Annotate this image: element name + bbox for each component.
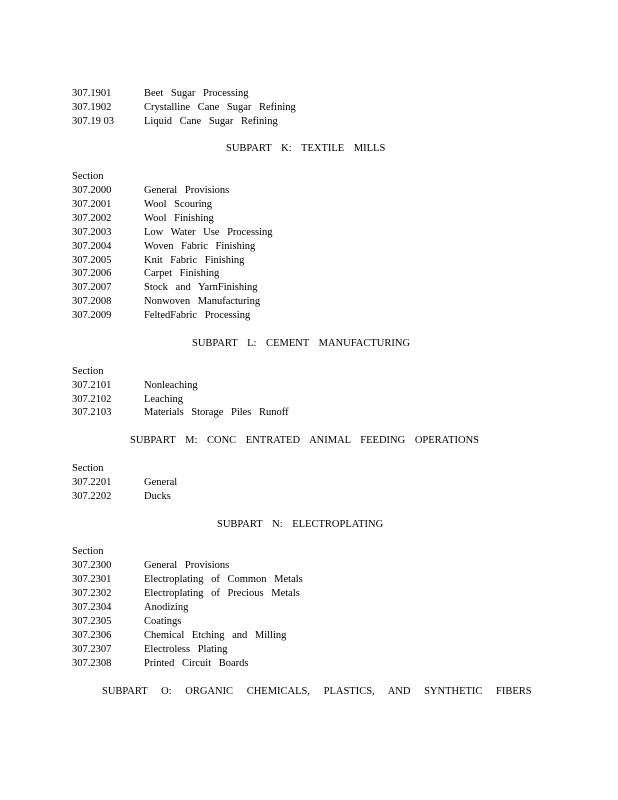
section-title: Wool Scouring	[144, 199, 213, 210]
section-number: 307.2006	[72, 268, 112, 279]
section-row	[72, 573, 303, 587]
section-number: 307.1901	[72, 88, 112, 99]
section-title: Liquid Cane Sugar Refining	[144, 116, 278, 127]
section-number: 307.2202	[72, 491, 112, 502]
section-row	[72, 115, 278, 129]
section-title: Electroplating of Precious Metals	[144, 588, 300, 599]
section-title: Nonwoven Manufacturing	[144, 296, 261, 307]
section-row	[72, 587, 300, 601]
section-title: Carpet Finishing	[144, 268, 220, 279]
section-number: 307.2102	[72, 394, 112, 405]
subpart-n-heading: SUBPART N: ELECTROPLATING	[217, 519, 384, 530]
section-number: 307.2306	[72, 630, 112, 641]
section-title: Ducks	[144, 491, 171, 502]
section-title: FeltedFabric Processing	[144, 310, 251, 321]
section-number: 307.2201	[72, 477, 112, 488]
section-row	[72, 601, 189, 615]
subpart-o-heading: SUBPART O: ORGANIC CHEMICALS, PLASTICS, AND SYNTHETIC FIBERS	[102, 686, 532, 697]
section-title: General	[144, 477, 178, 488]
section-number: 307.2302	[72, 588, 112, 599]
section-number: 307.2004	[72, 241, 112, 252]
section-row	[72, 267, 220, 281]
section-title: Low Water Use Processing	[144, 227, 273, 238]
section-label: Section	[72, 366, 104, 377]
section-number: 307.2308	[72, 658, 112, 669]
section-title: Electroless Plating	[144, 644, 228, 655]
section-number: 307.1902	[72, 102, 112, 113]
section-title: Woven Fabric Finishing	[144, 241, 256, 252]
section-row	[72, 226, 273, 240]
section-number: 307.2307	[72, 644, 112, 655]
section-title: Knit Fabric Finishing	[144, 255, 245, 266]
section-title: General Provisions	[144, 185, 230, 196]
section-title: Electroplating of Common Metals	[144, 574, 303, 585]
section-row	[72, 476, 178, 490]
section-title: Wool Finishing	[144, 213, 214, 224]
section-number: 307.2009	[72, 310, 112, 321]
section-title: Coatings	[144, 616, 182, 627]
section-row	[72, 490, 171, 504]
section-row	[72, 212, 214, 226]
section-number: 307.2008	[72, 296, 112, 307]
section-row	[72, 254, 245, 268]
section-row	[72, 379, 198, 393]
section-row	[72, 657, 249, 671]
subpart-l-heading: SUBPART L: CEMENT MANUFACTURING	[192, 338, 411, 349]
section-title: Chemical Etching and Milling	[144, 630, 287, 641]
section-number: 307.2300	[72, 560, 112, 571]
section-number: 307.19 03	[72, 116, 114, 127]
section-number: 307.2103	[72, 407, 112, 418]
section-title: Anodizing	[144, 602, 189, 613]
section-label: Section	[72, 546, 104, 557]
section-row	[72, 406, 289, 420]
section-row	[72, 198, 213, 212]
section-number: 307.2003	[72, 227, 112, 238]
subpart-m-heading: SUBPART M: CONC ENTRATED ANIMAL FEEDING OPERATIONS	[130, 435, 480, 446]
section-title: Crystalline Cane Sugar Refining	[144, 102, 296, 113]
section-row	[72, 184, 230, 198]
section-number: 307.2301	[72, 574, 112, 585]
section-title: General Provisions	[144, 560, 230, 571]
section-row	[72, 309, 251, 323]
section-title: Materials Storage Piles Runoff	[144, 407, 289, 418]
section-row	[72, 101, 296, 115]
section-row	[72, 615, 182, 629]
section-row	[72, 559, 230, 573]
section-row	[72, 295, 261, 309]
section-row	[72, 393, 184, 407]
section-title: Stock and YarnFinishing	[144, 282, 258, 293]
section-row	[72, 281, 258, 295]
section-title: Leaching	[144, 394, 184, 405]
section-number: 307.2000	[72, 185, 112, 196]
section-number: 307.2304	[72, 602, 112, 613]
section-number: 307.2007	[72, 282, 112, 293]
section-label: Section	[72, 171, 104, 182]
section-number: 307.2005	[72, 255, 112, 266]
section-row	[72, 87, 249, 101]
section-row	[72, 643, 228, 657]
section-number: 307.2001	[72, 199, 112, 210]
section-title: Beet Sugar Processing	[144, 88, 249, 99]
section-number: 307.2002	[72, 213, 112, 224]
section-number: 307.2101	[72, 380, 112, 391]
section-label: Section	[72, 463, 104, 474]
section-title: Printed Circuit Boards	[144, 658, 249, 669]
subpart-k-heading: SUBPART K: TEXTILE MILLS	[226, 143, 386, 154]
section-number: 307.2305	[72, 616, 112, 627]
section-row	[72, 629, 287, 643]
section-title: Nonleaching	[144, 380, 198, 391]
section-row	[72, 240, 256, 254]
